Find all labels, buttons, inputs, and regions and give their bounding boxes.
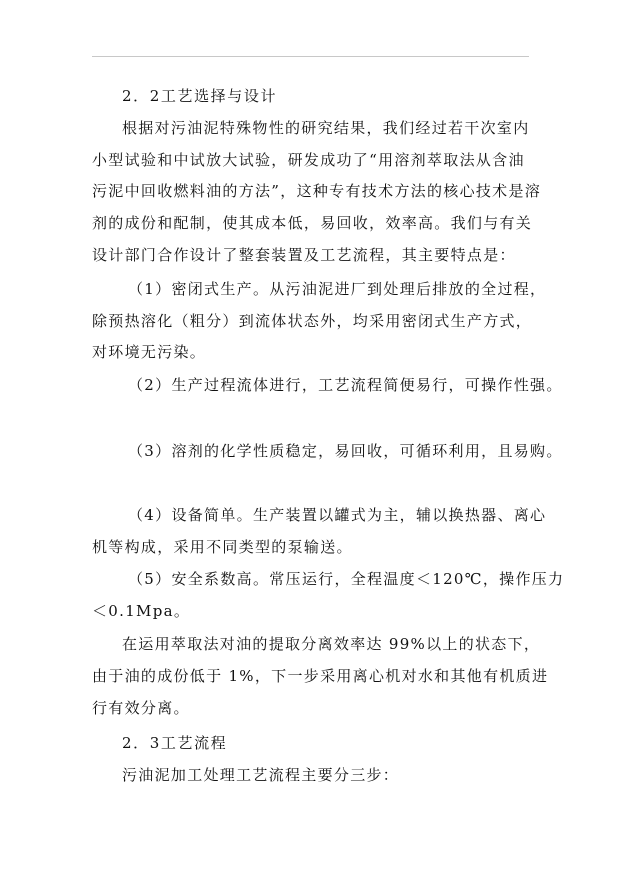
feature-4-line: 机等构成，采用不同类型的泵输送。 — [92, 538, 353, 556]
paragraph-line: 根据对污油泥特殊物性的研究结果，我们经过若干次室内 — [122, 119, 530, 137]
feature-1-line: 除预热溶化（粗分）到流体状态外，均采用密闭式生产方式， — [92, 312, 533, 330]
paragraph-line: 在运用萃取法对油的提取分离效率达 99%以上的状态下， — [122, 635, 541, 653]
feature-2: （2）生产过程流体进行，工艺流程简便易行，可操作性强。 — [128, 376, 563, 394]
section-2-3-heading: 2．3工艺流程 — [122, 734, 228, 752]
paragraph-line: 污泥中回收燃料油的方法”，这种专有技术方法的核心技术是溶 — [92, 182, 542, 200]
paragraph-line: 行有效分离。 — [92, 699, 190, 717]
paragraph-line: 剂的成份和配制，使其成本低，易回收，效率高。我们与有关 — [92, 214, 533, 232]
header-rule — [92, 56, 529, 57]
paragraph-line: 设计部门合作设计了整套装置及工艺流程，其主要特点是： — [92, 246, 516, 264]
paragraph-line: 小型试验和中试放大试验，研发成功了“用溶剂萃取法从含油 — [92, 151, 525, 169]
feature-4-line: （4）设备简单。生产装置以罐式为主，辅以换热器、离心 — [128, 506, 547, 524]
paragraph-line: 污油泥加工处理工艺流程主要分三步： — [122, 766, 400, 784]
section-2-2-heading: 2．2工艺选择与设计 — [122, 87, 278, 105]
feature-5-line: ＜0.1Mpa。 — [92, 602, 191, 620]
feature-5-line: （5）安全系数高。常压运行，全程温度＜120℃，操作压力 — [128, 570, 565, 588]
paragraph-line: 由于油的成份低于 1%，下一步采用离心机对水和其他有机质进 — [92, 667, 549, 685]
feature-3: （3）溶剂的化学性质稳定，易回收，可循环利用，且易购。 — [128, 442, 563, 460]
feature-1-line: （1）密闭式生产。从污油泥进厂到处理后排放的全过程， — [128, 280, 547, 298]
feature-1-line: 对环境无污染。 — [92, 343, 207, 361]
